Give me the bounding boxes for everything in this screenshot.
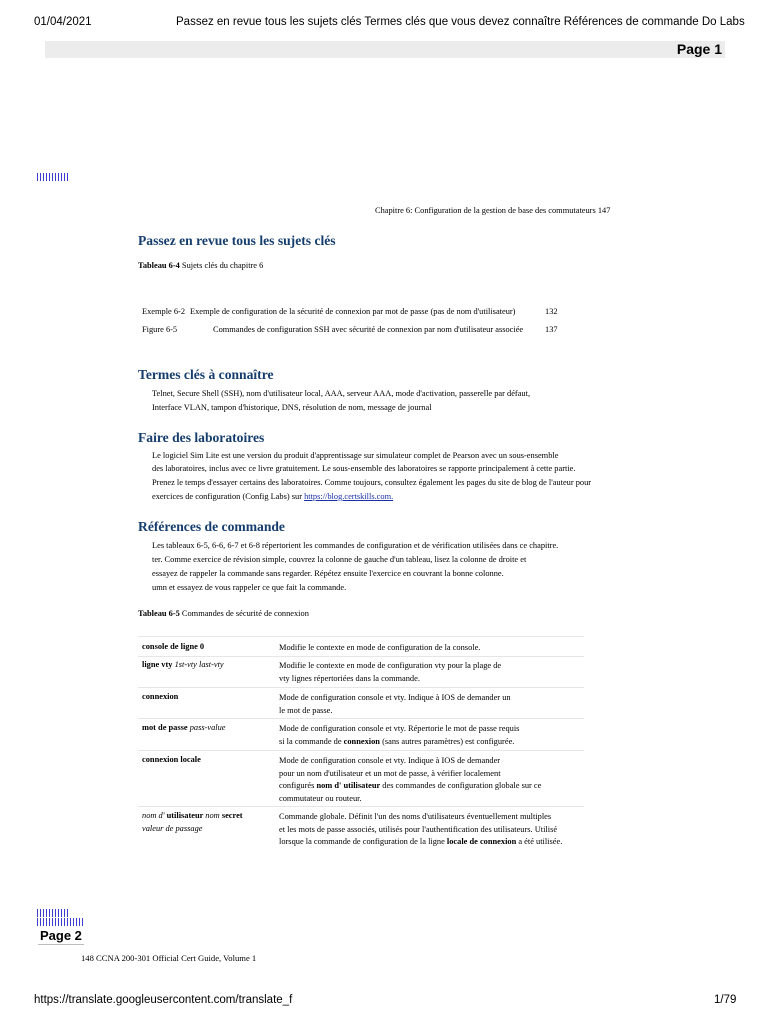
row-element: Exemple 6-2 — [142, 307, 186, 316]
text-run: connexion locale — [142, 755, 201, 764]
text-run: connexion — [343, 736, 380, 746]
labs-heading: Faire des laboratoires — [138, 430, 265, 445]
description-line — [279, 780, 541, 793]
text-run: valeur de passage — [142, 823, 203, 833]
text-run: Modifie le contexte en mode de configuration vty pour la plage de — [279, 661, 502, 670]
description-line — [279, 723, 519, 736]
description-line — [279, 705, 333, 718]
barcode-marker — [37, 173, 69, 181]
description-line — [279, 824, 557, 837]
labs-line — [152, 492, 393, 501]
text-run: connexion — [142, 692, 179, 701]
text-run: vty lignes répertoriées dans la commande. — [279, 673, 420, 683]
text-run: Mode de configuration console et vty. Indique à IOS de demander — [279, 756, 501, 765]
text-run: a été utilisée. — [516, 837, 563, 847]
refs-heading: Références de commande — [138, 519, 285, 534]
book-footer: 148 CCNA 200-301 Official Cert Guide, Volume 1 — [81, 953, 257, 963]
text-run: pour un nom d'utilisateur et un mot de passe, à vérifier localement — [279, 768, 501, 778]
refs-line: ter. Comme exercice de révision simple, couvrez la colonne de gauche d'un tableau, lisez la colonne de droite et — [152, 555, 527, 564]
text-run: Mode de configuration console et vty. Répertorie le mot de passe requis — [279, 724, 520, 733]
page-1-label: Page 1 — [676, 41, 722, 57]
row-desc: Exemple de configuration de la sécurité de connexion par mot de passe (pas de nom d'utilisateur) — [190, 307, 516, 316]
table-row — [142, 307, 185, 316]
print-page-count: 1/79 — [714, 994, 737, 1006]
description-line — [279, 736, 514, 749]
text-run: Modifie le contexte en mode de configuration de la console. — [279, 643, 481, 652]
text-run: mot de passe — [142, 723, 190, 732]
row-divider — [138, 806, 584, 807]
description-line — [279, 793, 362, 806]
text-run: nom d' — [142, 811, 167, 820]
description-line — [279, 660, 501, 673]
text-run: si la commande de — [279, 736, 344, 746]
text-run: (sans autres paramètres) est configurée. — [379, 736, 515, 746]
terms-heading: Termes clés à connaître — [138, 367, 274, 382]
print-url: https://translate.googleusercontent.com/translate_f — [34, 994, 293, 1006]
row-divider — [138, 687, 584, 688]
command-cell — [142, 755, 201, 764]
command-cell — [142, 692, 178, 701]
row-page: 137 — [545, 325, 558, 334]
refs-line: Les tableaux 6-5, 6-6, 6-7 et 6-8 répertorient les commandes de configuration et de vérification utilisées dans ce chapitre. — [152, 541, 559, 550]
description-line — [279, 673, 420, 686]
text-run: 1st-vty last-vty — [174, 660, 224, 669]
text-run: pass-value — [189, 723, 226, 732]
row-page: 132 — [545, 307, 558, 316]
text-run: utilisateur — [166, 811, 206, 820]
command-cell — [142, 723, 226, 732]
labs-line: des laboratoires, inclus avec ce livre gratuitement. Le sous-ensemble des laboratoires se rapporte principalement à cette partie. — [152, 464, 576, 473]
caption-number: Tableau 6-4 — [138, 261, 180, 270]
text-run: nom — [205, 811, 222, 820]
row-divider — [138, 718, 584, 719]
caption-text: Commandes de sécurité de connexion — [179, 609, 309, 618]
row-divider — [138, 656, 584, 657]
labs-line: Le logiciel Sim Lite est une version du produit d'apprentissage sur simulateur complet de Pearson avec un sous-ensemble — [152, 451, 559, 460]
text-run: Mode de configuration console et vty. Indique à IOS de demander un — [279, 693, 511, 702]
text-run: ligne vty — [142, 660, 175, 669]
table-row — [142, 325, 177, 334]
text-run: configurés — [279, 781, 317, 791]
page-2-label: Page 2 — [40, 928, 82, 943]
command-cell-line2 — [142, 824, 202, 833]
text-run: locale de connexion — [446, 837, 517, 847]
labs-line-text: exercices de configuration (Config Labs) sur — [152, 492, 305, 501]
command-cell — [142, 811, 243, 820]
description-line — [279, 692, 511, 705]
terms-line: Telnet, Secure Shell (SSH), nom d'utilisateur local, AAA, serveur AAA, mode d'activation, passerelle par défaut, — [152, 389, 531, 398]
row-desc: Commandes de configuration SSH avec sécurité de connexion par nom d'utilisateur associée — [213, 325, 524, 334]
description-line — [279, 811, 551, 824]
table-6-4-caption — [138, 261, 263, 270]
caption-text: Sujets clés du chapitre 6 — [179, 261, 264, 270]
blog-link[interactable]: https://blog.certskills.com. — [304, 492, 394, 501]
text-run: nom d' utilisateur — [316, 781, 381, 791]
description-line — [279, 768, 501, 781]
review-heading: Passez en revue tous les sujets clés — [138, 233, 336, 248]
description-line — [279, 836, 562, 849]
text-run: le mot de passe. — [279, 705, 333, 715]
description-line — [279, 755, 500, 768]
table-6-5-caption — [138, 609, 309, 618]
text-run: des commandes de configuration globale sur ce — [380, 781, 542, 791]
row-divider — [138, 750, 584, 751]
text-run: commutateur ou routeur. — [279, 793, 362, 803]
print-date: 01/04/2021 — [34, 16, 92, 28]
page-divider-bar — [45, 41, 725, 58]
text-run: secret — [221, 811, 243, 820]
print-title: Passez en revue tous les sujets clés Termes clés que vous devez connaître Références de commande Do Labs — [176, 16, 745, 28]
terms-line: Interface VLAN, tampon d'historique, DNS, résolution de nom, message de journal — [152, 403, 432, 412]
refs-line: essayez de rappeler la commande sans regarder. Répétez ensuite l'exercice en couvrant la bonne colonne. — [152, 569, 504, 578]
refs-line: umn et essayez de vous rappeler ce que fait la commande. — [152, 583, 347, 592]
barcode-marker — [37, 918, 83, 926]
text-run: lorsque la commande de configuration de la ligne — [279, 837, 447, 847]
barcode-marker — [37, 909, 69, 917]
labs-line: Prenez le temps d'essayer certains des laboratoires. Comme toujours, consultez également les pages du site de blog de l'auteur pour — [152, 478, 592, 487]
description-line — [279, 642, 480, 655]
chapter-header: Chapitre 6: Configuration de la gestion de base des commutateurs 147 — [375, 206, 611, 215]
command-cell — [142, 660, 224, 669]
text-run: Commande globale. Définit l'un des noms d'utilisateurs éventuellement multiples — [279, 812, 552, 821]
caption-number: Tableau 6-5 — [138, 609, 180, 618]
text-run: console de ligne 0 — [142, 642, 205, 651]
row-element: Figure 6-5 — [142, 325, 178, 334]
text-run: et les mots de passe associés, utilisés pour l'authentification des utilisateurs. Utilisé — [279, 824, 558, 834]
command-cell — [142, 642, 204, 651]
row-divider — [138, 636, 584, 637]
